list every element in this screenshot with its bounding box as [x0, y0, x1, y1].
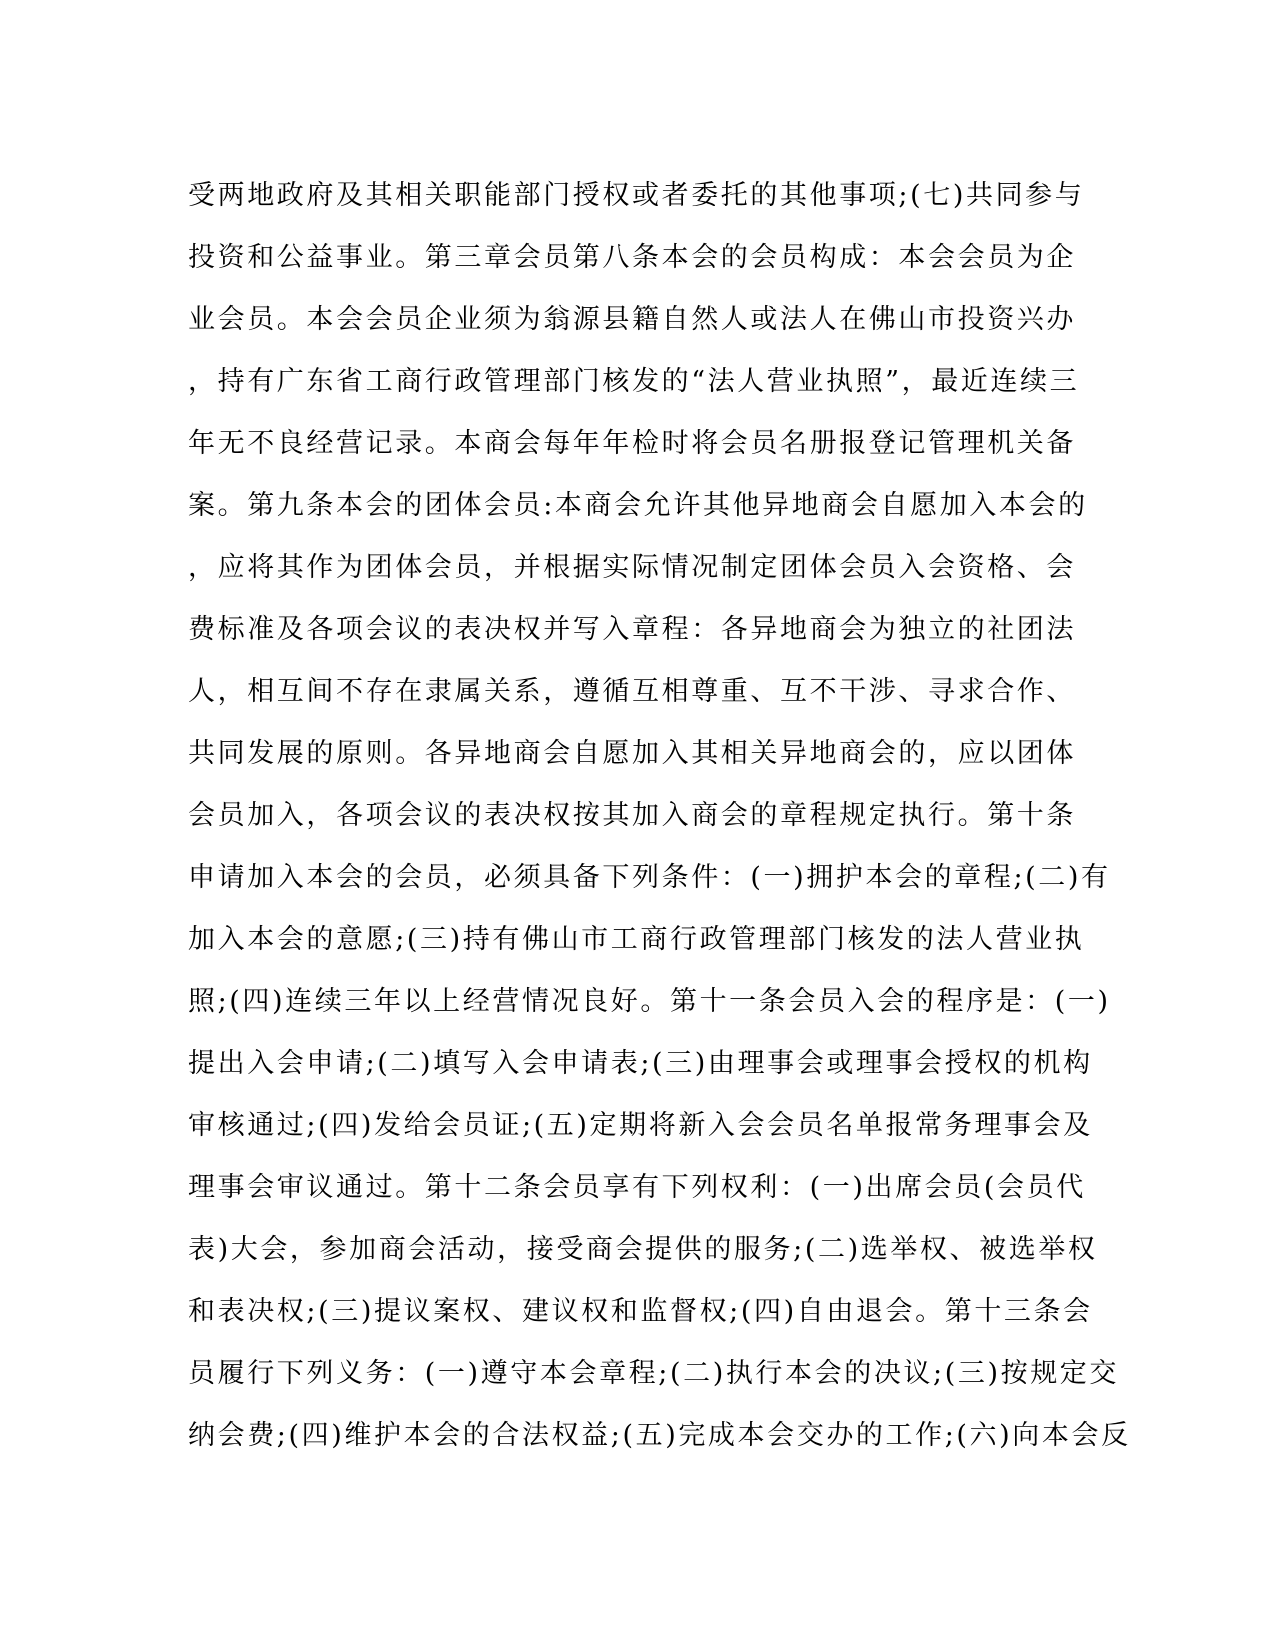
- text-line: 加入本会的意愿;(三)持有佛山市工商行政管理部门核发的法人营业执: [188, 924, 1085, 955]
- text-line: 提出入会申请;(二)填写入会申请表;(三)由理事会或理事会授权的机构: [188, 1048, 1093, 1079]
- text-line: 审核通过;(四)发给会员证;(五)定期将新入会会员名单报常务理事会及: [188, 1110, 1093, 1141]
- text-line: 纳会费;(四)维护本会的合法权益;(五)完成本会交办的工作;(六)向本会反: [188, 1420, 1131, 1451]
- text-line: 投资和公益事业。第三章会员第八条本会的会员构成：本会会员为企: [188, 242, 1076, 273]
- text-line: 员履行下列义务：(一)遵守本会章程;(二)执行本会的决议;(三)按规定交: [188, 1358, 1119, 1389]
- text-line: 共同发展的原则。各异地商会自愿加入其相关异地商会的，应以团体: [188, 738, 1076, 769]
- text-line: 受两地政府及其相关职能部门授权或者委托的其他事项;(七)共同参与: [188, 180, 1085, 211]
- body-text: [188, 165, 1131, 1467]
- text-line: ，应将其作为团体会员，并根据实际情况制定团体会员入会资格、会: [188, 552, 1076, 583]
- text-line: 照;(四)连续三年以上经营情况良好。第十一条会员入会的程序是：(一): [188, 986, 1111, 1017]
- text-line: ，持有广东省工商行政管理部门核发的“法人营业执照”，最近连续三: [188, 366, 1080, 397]
- text-line: 表)大会，参加商会活动，接受商会提供的服务;(二)选举权、被选举权: [188, 1234, 1098, 1265]
- text-line: 年无不良经营记录。本商会每年年检时将会员名册报登记管理机关备: [188, 428, 1076, 459]
- text-line: 费标准及各项会议的表决权并写入章程：各异地商会为独立的社团法: [188, 614, 1076, 645]
- text-line: 人，相互间不存在隶属关系，遵循互相尊重、互不干涉、寻求合作、: [188, 676, 1076, 707]
- text-line: 和表决权;(三)提议案权、建议权和监督权;(四)自由退会。第十三条会: [188, 1296, 1093, 1327]
- text-line: 申请加入本会的会员，必须具备下列条件：(一)拥护本会的章程;(二)有: [188, 862, 1111, 893]
- text-line: 案。第九条本会的团体会员:本商会允许其他异地商会自愿加入本会的: [188, 490, 1088, 521]
- text-line: 理事会审议通过。第十二条会员享有下列权利：(一)出席会员(会员代: [188, 1172, 1086, 1203]
- text-line: 业会员。本会会员企业须为翁源县籍自然人或法人在佛山市投资兴办: [188, 304, 1076, 335]
- text-line: 会员加入，各项会议的表决权按其加入商会的章程规定执行。第十条: [188, 800, 1076, 831]
